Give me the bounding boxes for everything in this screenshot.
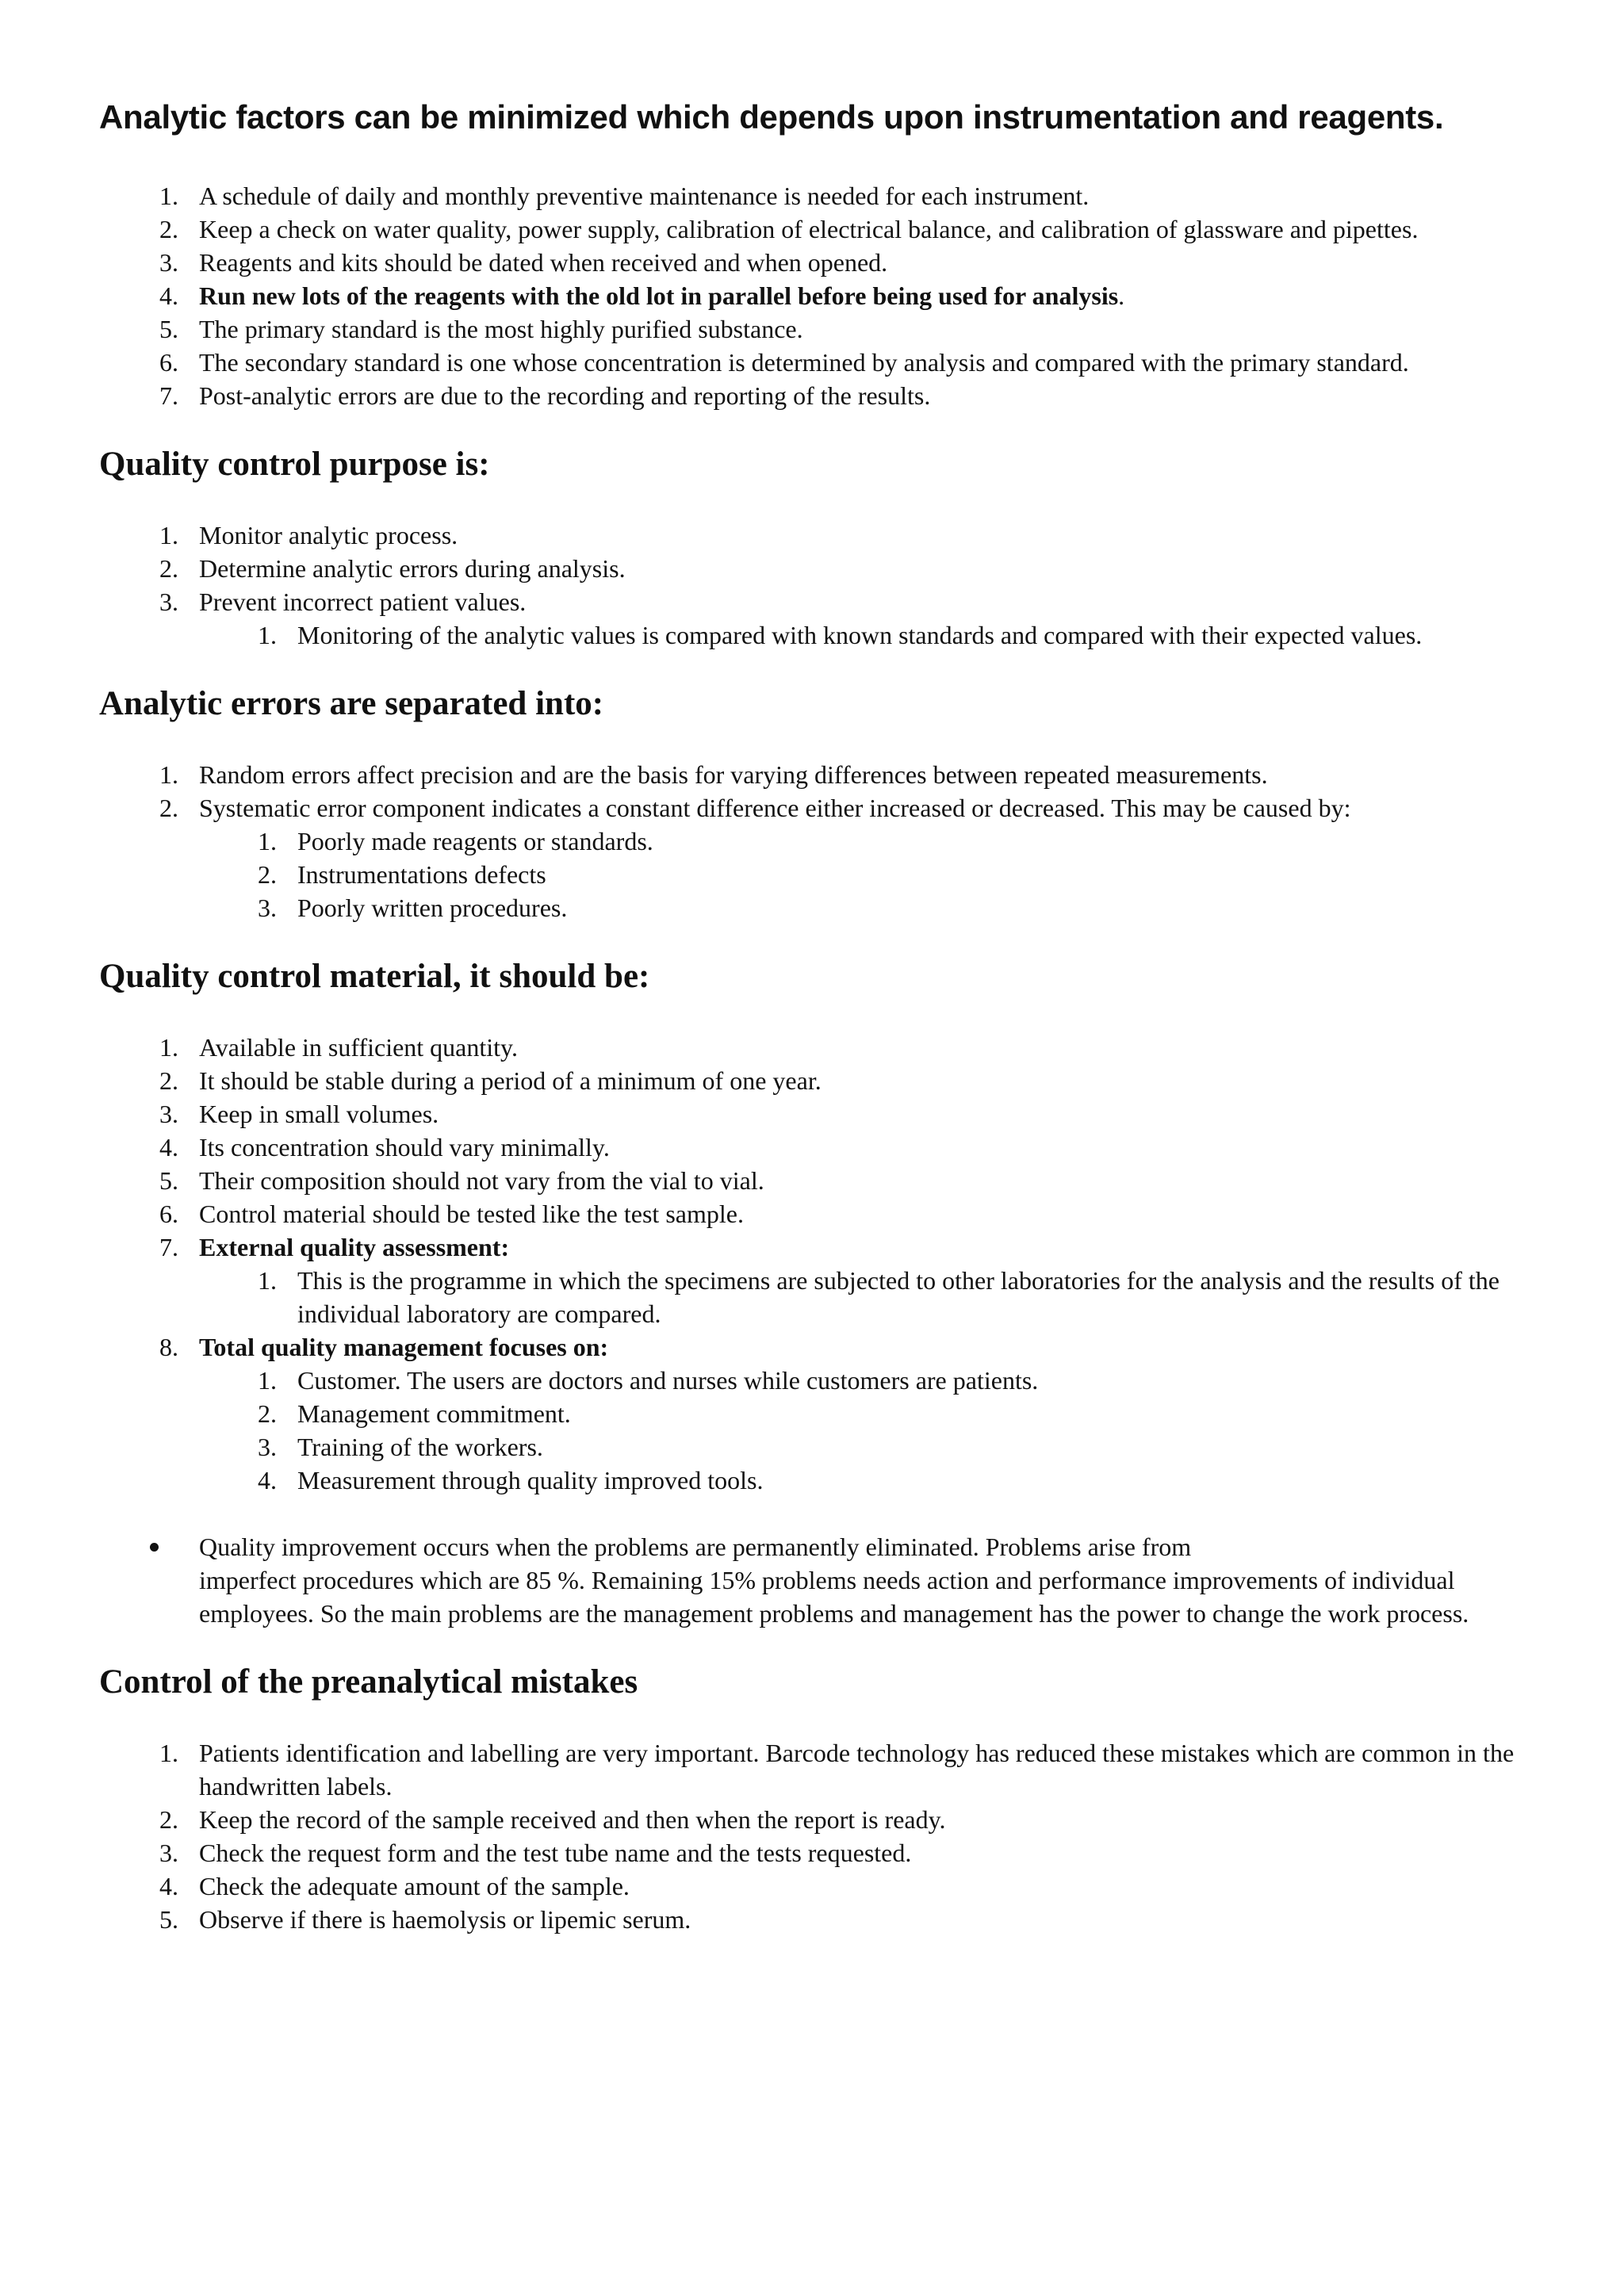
list-item — [99, 1803, 1519, 1836]
item-number: 3. — [159, 587, 178, 616]
bullet-text-rest: imperfect procedures which are 85 %. Remaining 15% problems needs action and performance improvements of individual employees. So the main problems are the management problems and management has the power to change the work process. — [199, 1566, 1469, 1628]
list-item — [99, 1131, 1519, 1164]
item-text: Post-analytic errors are due to the recording and reporting of the results. — [199, 381, 931, 410]
list-item — [99, 758, 1519, 791]
item-text: Poorly written procedures. — [297, 894, 568, 922]
item-text: Systematic error component indicates a constant difference either increased or decreased. This may be caused by: — [199, 794, 1351, 822]
item-number: 6. — [159, 1200, 178, 1228]
item-text: Training of the workers. — [297, 1433, 543, 1461]
item-number: 7. — [159, 1233, 178, 1261]
list-item — [99, 1164, 1519, 1197]
quality-improvement-bullet-list — [99, 1530, 1519, 1630]
item-number: 1. — [159, 760, 178, 789]
item-text: Prevent incorrect patient values. — [199, 587, 527, 616]
list-item — [99, 1064, 1519, 1097]
item-number: 4. — [159, 281, 178, 310]
section-heading-analytic-errors: Analytic errors are separated into: — [99, 685, 604, 722]
sub-list-item — [99, 1464, 1519, 1497]
bullet-item — [99, 1530, 1519, 1630]
item-text-tail: . — [1118, 281, 1125, 310]
section-heading-analytic-factors: Analytic factors can be minimized which depends upon instrumentation and reagents. — [99, 98, 1444, 136]
item-text: This is the programme in which the specimens are subjected to other laboratories for the analysis and the results of the individual laboratory are compared. — [297, 1266, 1500, 1328]
item-text: Observe if there is haemolysis or lipemic serum. — [199, 1905, 691, 1934]
item-text: Management commitment. — [297, 1399, 571, 1428]
item-text: Keep the record of the sample received and then when the report is ready. — [199, 1805, 946, 1834]
item-number: 1. — [159, 521, 178, 549]
bullet-icon — [150, 1543, 159, 1552]
item-text: The primary standard is the most highly purified substance. — [199, 315, 803, 343]
qc-purpose-list — [99, 519, 1519, 652]
item-number: 1. — [258, 1266, 277, 1295]
item-number: 2. — [159, 554, 178, 583]
item-number: 2. — [159, 215, 178, 243]
item-number: 1. — [258, 621, 277, 649]
item-text: Customer. The users are doctors and nurses while customers are patients. — [297, 1366, 1039, 1395]
list-item — [99, 179, 1519, 212]
item-number: 5. — [159, 1166, 178, 1195]
section-heading-preanalytical: Control of the preanalytical mistakes — [99, 1663, 638, 1701]
sub-list-item — [99, 618, 1519, 652]
item-text: Check the adequate amount of the sample. — [199, 1872, 630, 1900]
item-number: 3. — [159, 248, 178, 277]
item-text-bold: External quality assessment: — [199, 1233, 510, 1261]
item-text: Monitor analytic process. — [199, 521, 458, 549]
item-number: 2. — [258, 1399, 277, 1428]
list-item — [99, 212, 1519, 246]
analytic-factors-list — [99, 179, 1519, 412]
list-item — [99, 791, 1519, 825]
list-item — [99, 1836, 1519, 1869]
list-item — [99, 1031, 1519, 1064]
list-item — [99, 379, 1519, 412]
item-text: Measurement through quality improved tools. — [297, 1466, 764, 1494]
item-text: Available in sufficient quantity. — [199, 1033, 518, 1062]
sub-list-item — [99, 858, 1519, 891]
sub-list-item — [99, 1364, 1519, 1397]
item-text: Random errors affect precision and are the basis for varying differences between repeated measurements. — [199, 760, 1268, 789]
item-number: 4. — [258, 1466, 277, 1494]
item-number: 7. — [159, 381, 178, 410]
item-number: 4. — [159, 1872, 178, 1900]
list-item — [99, 1230, 1519, 1264]
list-item — [99, 312, 1519, 346]
list-item — [99, 519, 1519, 552]
item-text-bold: Total quality management focuses on: — [199, 1333, 609, 1361]
item-text: A schedule of daily and monthly preventive maintenance is needed for each instrument. — [199, 182, 1090, 210]
item-number: 4. — [159, 1133, 178, 1161]
sub-list-item — [99, 825, 1519, 858]
item-number: 6. — [159, 348, 178, 377]
analytic-errors-list — [99, 758, 1519, 924]
item-number: 1. — [159, 1739, 178, 1767]
item-number: 2. — [258, 860, 277, 889]
item-number: 5. — [159, 1905, 178, 1934]
list-item — [99, 1903, 1519, 1936]
item-text: Poorly made reagents or standards. — [297, 827, 653, 855]
bullet-text-line1: Quality improvement occurs when the problems are permanently eliminated. Problems arise from — [199, 1533, 1192, 1561]
section-heading-qc-material: Quality control material, it should be: — [99, 958, 650, 995]
item-text: Check the request form and the test tube name and the tests requested. — [199, 1839, 912, 1867]
document-page — [99, 95, 1519, 1936]
item-number: 1. — [159, 1033, 178, 1062]
list-item — [99, 346, 1519, 379]
item-number: 3. — [159, 1100, 178, 1128]
item-text-bold: Run new lots of the reagents with the old lot in parallel before being used for analysis — [199, 281, 1119, 310]
list-item — [99, 585, 1519, 618]
list-item — [99, 1097, 1519, 1131]
sub-list-item — [99, 1264, 1519, 1330]
item-number: 2. — [159, 1066, 178, 1095]
sub-list-item — [99, 1430, 1519, 1464]
section-heading-qc-purpose: Quality control purpose is: — [99, 446, 490, 483]
item-text: Keep a check on water quality, power supply, calibration of electrical balance, and calibration of glassware and pipettes. — [199, 215, 1419, 243]
list-item — [99, 1736, 1519, 1803]
list-item — [99, 279, 1519, 312]
item-number: 8. — [159, 1333, 178, 1361]
item-number: 1. — [258, 827, 277, 855]
sub-list-item — [99, 1397, 1519, 1430]
item-text: Keep in small volumes. — [199, 1100, 439, 1128]
list-item — [99, 1330, 1519, 1364]
item-number: 1. — [159, 182, 178, 210]
item-text: Patients identification and labelling are very important. Barcode technology has reduced these mistakes which are common in the handwritten labels. — [199, 1739, 1515, 1800]
item-text: Control material should be tested like the test sample. — [199, 1200, 744, 1228]
list-item — [99, 246, 1519, 279]
list-item — [99, 1869, 1519, 1903]
preanalytical-list — [99, 1736, 1519, 1936]
item-text: Instrumentations defects — [297, 860, 546, 889]
item-number: 3. — [258, 1433, 277, 1461]
item-number: 5. — [159, 315, 178, 343]
item-text: It should be stable during a period of a minimum of one year. — [199, 1066, 822, 1095]
item-text: Determine analytic errors during analysis. — [199, 554, 626, 583]
sub-list-item — [99, 891, 1519, 924]
item-number: 3. — [159, 1839, 178, 1867]
item-number: 3. — [258, 894, 277, 922]
item-number: 2. — [159, 1805, 178, 1834]
item-text: Monitoring of the analytic values is compared with known standards and compared with their expected values. — [297, 621, 1423, 649]
list-item — [99, 552, 1519, 585]
qc-material-list — [99, 1031, 1519, 1497]
item-text: Their composition should not vary from the vial to vial. — [199, 1166, 764, 1195]
item-text: Its concentration should vary minimally. — [199, 1133, 610, 1161]
item-text: Reagents and kits should be dated when received and when opened. — [199, 248, 888, 277]
item-number: 2. — [159, 794, 178, 822]
item-text: The secondary standard is one whose concentration is determined by analysis and compared with the primary standard. — [199, 348, 1409, 377]
item-number: 1. — [258, 1366, 277, 1395]
list-item — [99, 1197, 1519, 1230]
